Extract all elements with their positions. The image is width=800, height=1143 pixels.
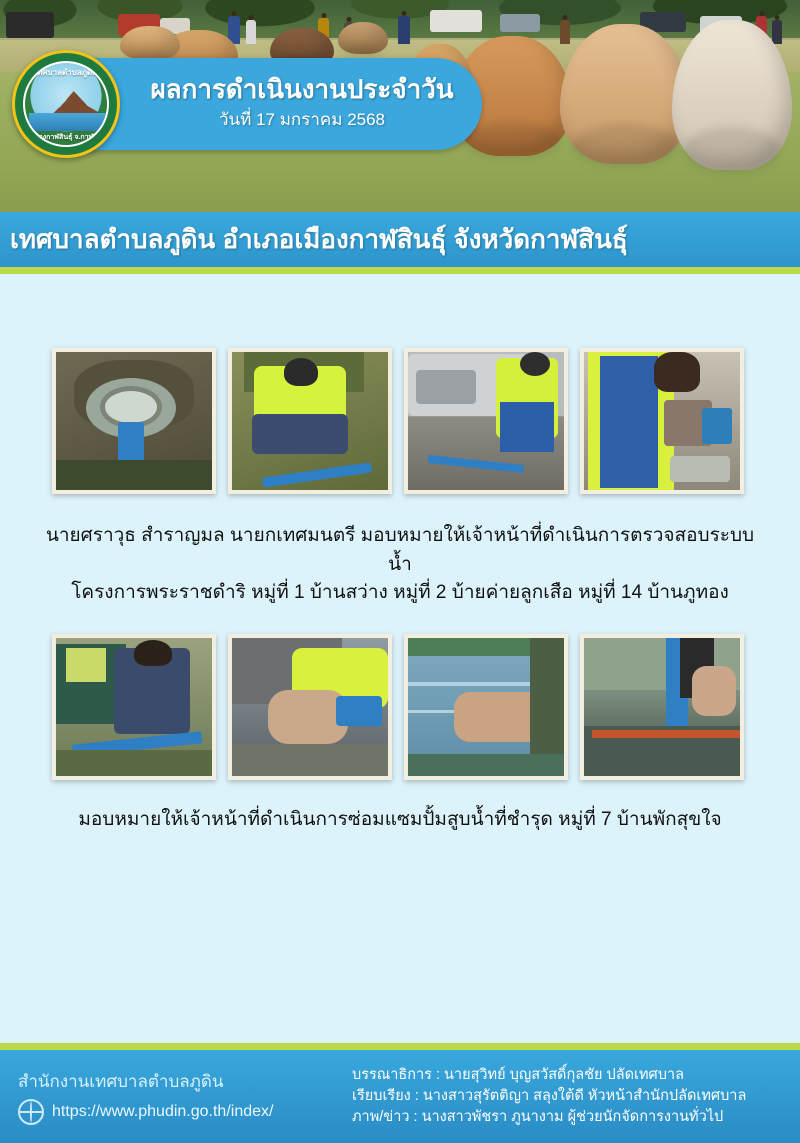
hero-date: วันที่ 17 มกราคม 2568 [218,110,386,130]
photo-pipe-near-truck [404,348,568,494]
credit-writer: เรียบเรียง : นางสาวสุรัตติญา สลุงใต้ดี หัวหน้าสำนักปลัดเทศบาล [352,1087,747,1104]
photo-row-pump-repair [0,634,800,780]
photo-row-water-system [0,348,800,494]
photo-pump-at-reservoir [404,634,568,780]
caption-pump-repair [0,806,800,835]
organization-title: เทศบาลตำบลภูดิน อำเภอเมืองกาฬสินธุ์ จังหวัดกาฬสินธุ์ [10,224,628,254]
photo-officer-water-tank [580,348,744,494]
hero-cow [120,26,180,60]
photo-pump-pipe-platform [580,634,744,780]
footer-website-link[interactable]: https://www.phudin.go.th/index/ [52,1103,274,1120]
photo-officers-fixing-pump [52,634,216,780]
footer-left [0,1068,352,1125]
seal-text-bottom: อ.เมืองกาฬสินธุ์ จ.กาฬสินธุ์ [25,134,107,141]
credit-photographer: ภาพ/ข่าว : นางสาวพัชรา ภูนางาม ผู้ช่วยนักจัดการงานทั่วไป [352,1109,724,1125]
hero-title: ผลการดำเนินงานประจำวัน [150,73,454,104]
hero-cow [560,24,690,164]
caption-line: นายศราวุธ สำราญมล นายกเทศมนตรี มอบหมายให้เจ้าหน้าที่ดำเนินการตรวจสอบระบบน้ำ [45,525,755,575]
footer-bar [0,1043,800,1143]
photo-officer-repair-pipe [228,348,392,494]
photo-water-meter [52,348,216,494]
hero-banner [0,0,800,212]
caption-water-system [0,522,800,608]
seal-text-top: เทศบาลตำบลภูดิน [34,68,98,77]
organization-bar [0,212,800,274]
hero-vehicles [0,4,800,44]
hero-ribbon [62,58,482,150]
caption-line: โครงการพระราชดำริ หมู่ที่ 1 บ้านสว่าง หมู่ที่ 2 บ้ายค่ายลูกเสือ หมู่ที่ 14 บ้านภูทอง [71,582,729,603]
globe-icon [18,1099,44,1125]
credit-editor: บรรณาธิการ : นายสุวิทย์ บุญสวัสดิ์กุลชัย ปลัดเทศบาล [352,1066,684,1083]
hero-cow [338,22,388,54]
footer-org-name: สำนักงานเทศบาลตำบลภูดิน [18,1072,224,1091]
content-area [0,348,800,1143]
footer-credits [352,1065,800,1128]
photo-closeup-hands-pump [228,634,392,780]
municipality-seal-icon [12,50,120,158]
caption-line: มอบหมายให้เจ้าหน้าที่ดำเนินการซ่อมแซมปั้มสูบน้ำที่ชำรุด หมู่ที่ 7 บ้านพักสุขใจ [78,808,722,830]
